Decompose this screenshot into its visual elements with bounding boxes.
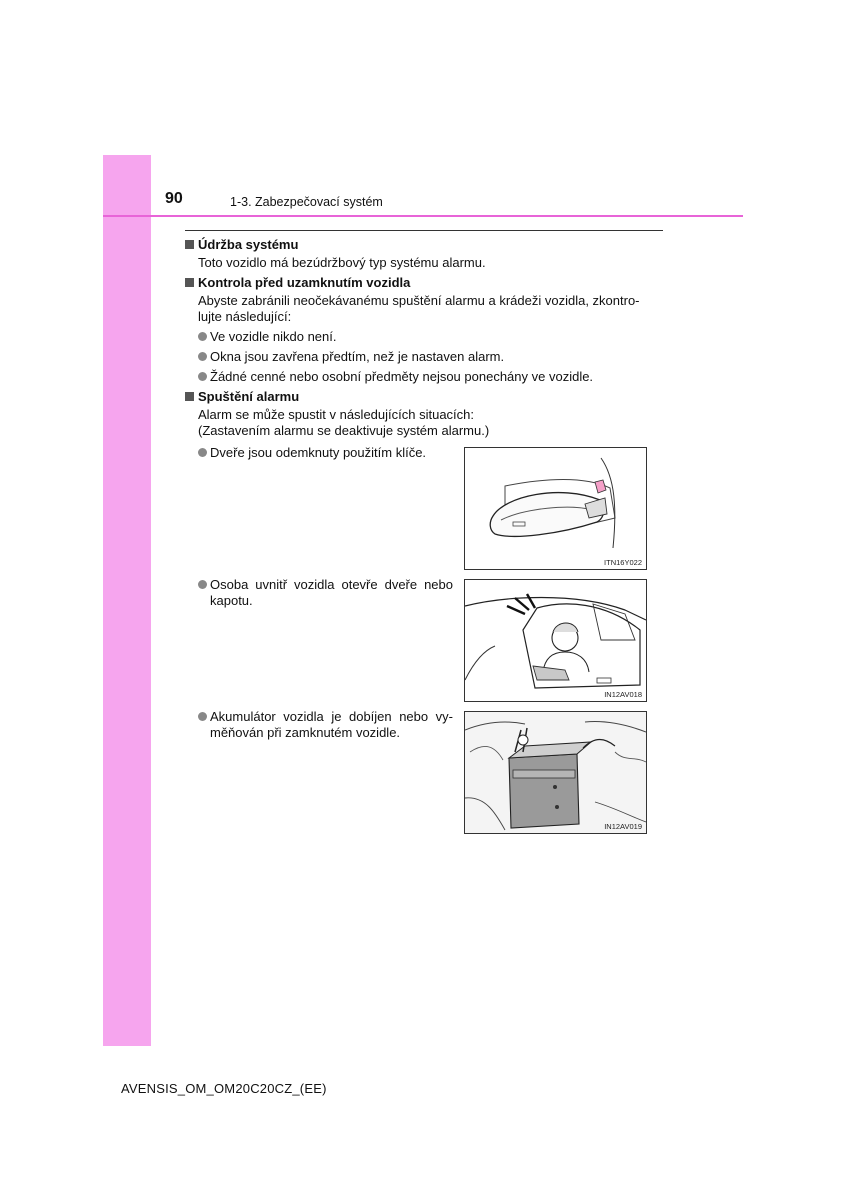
- check-bullet: Ve vozidle nikdo není.: [198, 328, 336, 345]
- battery-illustration: [465, 712, 646, 833]
- trigger-item: Osoba uvnitř vozidla otevře dveře nebo: [198, 576, 453, 593]
- trigger-item: Akumulátor vozidla je dobíjen nebo vy-: [198, 708, 453, 725]
- square-bullet-icon: [185, 240, 194, 249]
- figure-code: IN12AV018: [604, 690, 642, 699]
- round-bullet-icon: [198, 712, 207, 721]
- check-text-line-1: Abyste zabránili neočekávanému spuštění alarmu a krádeži vozidla, zkontro-: [198, 293, 640, 308]
- maintenance-text: Toto vozidlo má bezúdržbový typ systému alarmu.: [198, 255, 486, 270]
- figure-code: IN12AV019: [604, 822, 642, 831]
- round-bullet-icon: [198, 332, 207, 341]
- trigger-text-line-2: (Zastavením alarmu se deaktivuje systém alarmu.): [198, 423, 490, 438]
- page-number: 90: [165, 190, 183, 207]
- check-bullet: Okna jsou zavřena předtím, než je nastaven alarm.: [198, 348, 504, 365]
- round-bullet-icon: [198, 372, 207, 381]
- heading-maintenance: Údržba systému: [185, 236, 298, 253]
- trigger-item-continuation: kapotu.: [210, 593, 253, 608]
- check-text-line-2: lujte následující:: [198, 309, 292, 324]
- figure-code: ITN16Y022: [604, 558, 642, 567]
- side-tab: [103, 155, 151, 1046]
- heading-check: Kontrola před uzamknutím vozidla: [185, 274, 410, 291]
- header-line: [103, 215, 743, 217]
- heading-trigger: Spuštění alarmu: [185, 388, 299, 405]
- person-door-illustration: [465, 580, 646, 701]
- figure-battery: [464, 711, 647, 834]
- round-bullet-icon: [198, 352, 207, 361]
- content-rule: [185, 230, 663, 231]
- figure-door-key: [464, 447, 647, 570]
- square-bullet-icon: [185, 392, 194, 401]
- trigger-item: Dveře jsou odemknuty použitím klíče.: [198, 444, 426, 461]
- figure-person-door: [464, 579, 647, 702]
- section-title: 1-3. Zabezpečovací systém: [230, 195, 383, 209]
- header-band: [103, 186, 743, 215]
- check-bullet: Žádné cenné nebo osobní předměty nejsou ponechány ve vozidle.: [198, 368, 593, 385]
- square-bullet-icon: [185, 278, 194, 287]
- round-bullet-icon: [198, 448, 207, 457]
- round-bullet-icon: [198, 580, 207, 589]
- trigger-text-line-1: Alarm se může spustit v následujících situacích:: [198, 407, 475, 422]
- trigger-item-continuation: měňován při zamknutém vozidle.: [210, 725, 401, 740]
- door-handle-illustration: [465, 448, 646, 569]
- footer-code: AVENSIS_OM_OM20C20CZ_(EE): [121, 1081, 327, 1096]
